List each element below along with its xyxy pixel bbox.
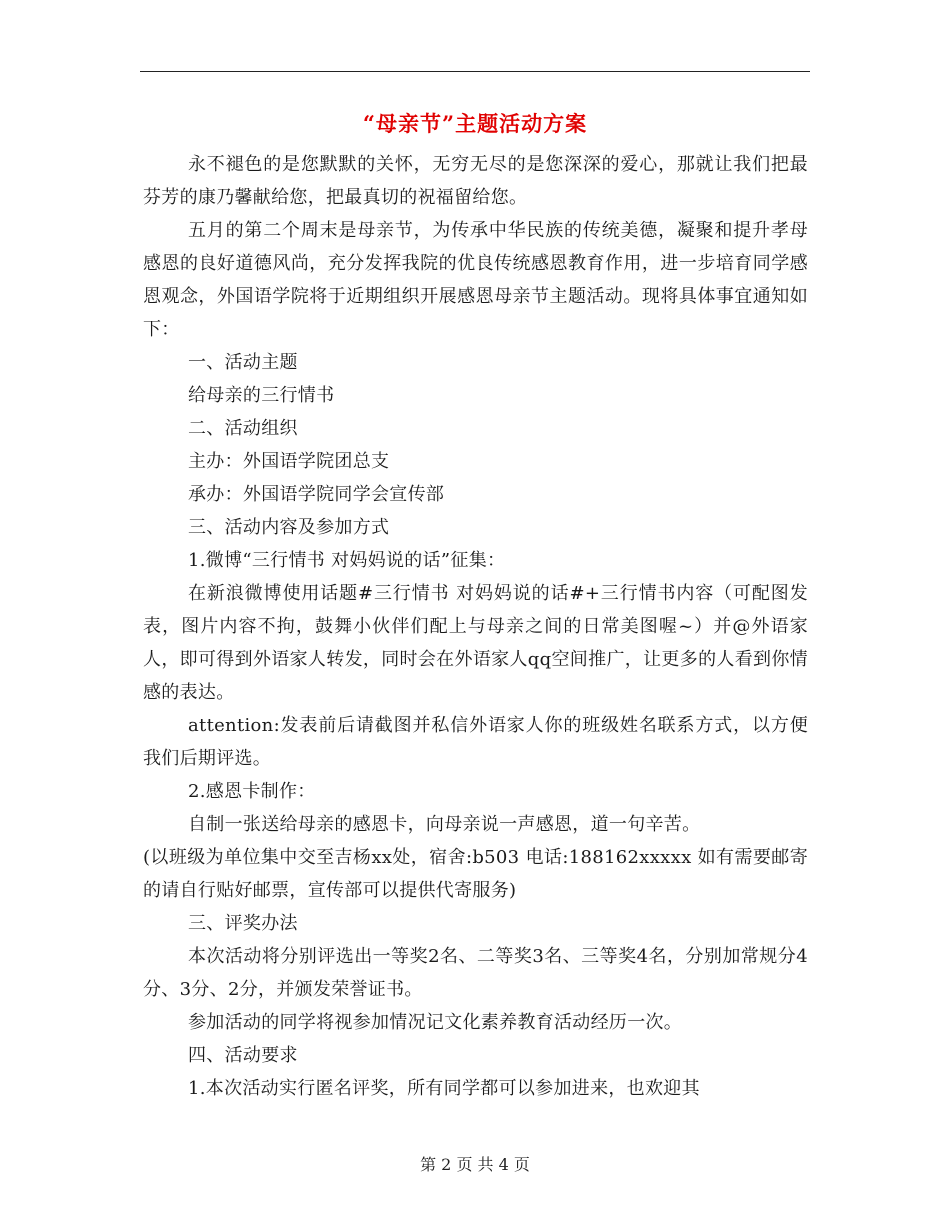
section-heading-theme: 一、活动主题 (188, 352, 298, 373)
paragraph-card-submission: (以班级为单位集中交至吉杨xx处，宿舍:b503 电话:188162xxxxx 如有需要邮寄的请自行贴好邮票，宣传部可以提供代寄服务) (143, 847, 808, 901)
section-heading-organization: 二、活动组织 (188, 418, 298, 439)
paragraph-card: 自制一张送给母亲的感恩卡，向母亲说一声感恩，道一句辛苦。 (188, 814, 701, 835)
page-number: 第 2 页 共 4 页 (420, 1155, 530, 1174)
paragraph-intro: 永不褪色的是您默默的关怀，无穷无尽的是您深深的爱心，那就让我们把最芬芳的康乃馨献给您，把最真切的祝福留给您。 (143, 154, 808, 208)
paragraph-credit: 参加活动的同学将视参加情况记文化素养教育活动经历一次。 (188, 1012, 683, 1033)
paragraph-weibo: 在新浪微博使用话题#三行情书 对妈妈说的话#+三行情书内容（可配图发表，图片内容不拘，鼓舞小伙伴们配上与母亲之间的日常美图喔~）并@外语家人，即可得到外语家人转发，同时会在外语家人qq空间推广，让更多的人看到你情感的表达。 (143, 583, 808, 703)
document-body (143, 148, 808, 1105)
paragraph-requirement-1: 1.本次活动实行匿名评奖，所有同学都可以参加进来，也欢迎其 (188, 1078, 700, 1099)
section-heading-awards: 三、评奖办法 (188, 913, 298, 934)
item-card-heading: 2.感恩卡制作： (188, 781, 316, 802)
paragraph-attention: attention:发表前后请截图并私信外语家人你的班级姓名联系方式，以方便我们后期评选。 (143, 715, 808, 769)
document-title: “母亲节”主题活动方案 (362, 111, 588, 136)
header-rule (140, 71, 810, 72)
section-heading-content: 三、活动内容及参加方式 (188, 517, 390, 538)
organizer-line: 主办：外国语学院团总支 (188, 451, 390, 472)
paragraph-background: 五月的第二个周末是母亲节，为传承中华民族的传统美德，凝聚和提升孝母感恩的良好道德风尚，充分发挥我院的优良传统感恩教育作用，进一步培育同学感恩观念，外国语学院将于近期组织开展感恩母亲节主题活动。现将具体事宜通知如下： (143, 220, 808, 340)
item-weibo-heading: 1.微博“三行情书 对妈妈说的话”征集： (188, 550, 506, 571)
paragraph-awards: 本次活动将分别评选出一等奖2名、二等奖3名、三等奖4名，分别加常规分4分、3分、2分，并颁发荣誉证书。 (143, 946, 808, 1000)
theme-text: 给母亲的三行情书 (188, 385, 335, 406)
section-heading-requirements: 四、活动要求 (188, 1045, 298, 1066)
co-organizer-line: 承办：外国语学院同学会宣传部 (188, 484, 445, 505)
